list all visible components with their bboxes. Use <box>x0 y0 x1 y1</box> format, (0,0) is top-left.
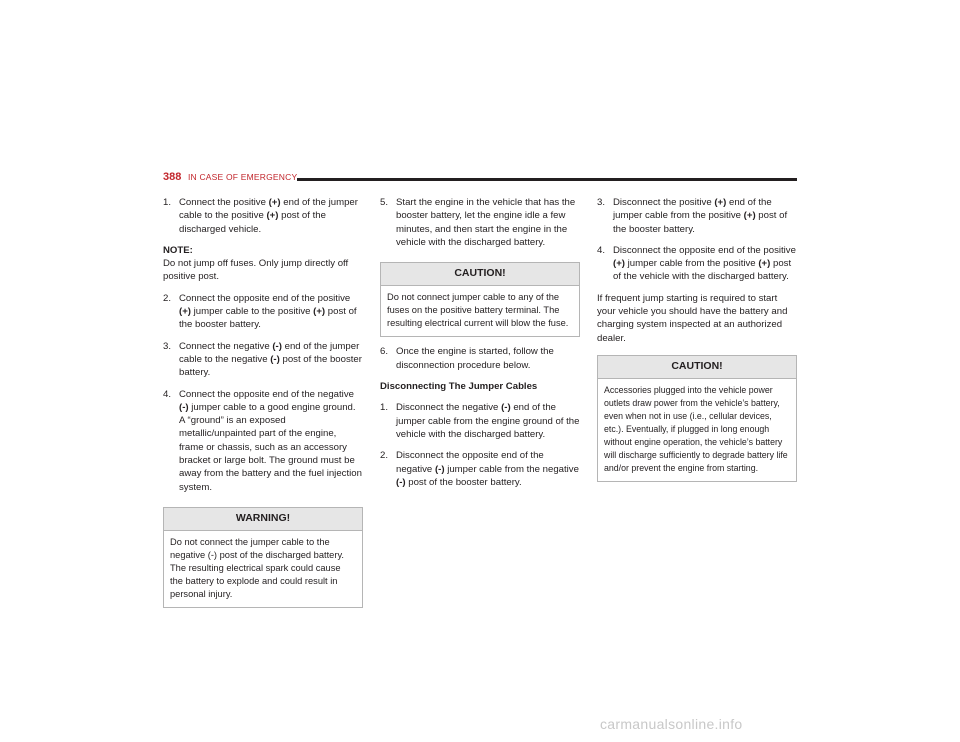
polarity-symbol: (+) <box>714 197 727 208</box>
polarity-symbol: (-) <box>501 402 511 414</box>
step-text: Connect the opposite end of the positive <box>179 292 351 304</box>
caution-text: Accessories plugged into the vehicle power outlets draw power from the vehicle’s battery, even when not in use (i.e., cellular devices, etc.). Eventually, if plugged in long enough without engine operation, the vehicle’s battery will discharge sufficiently to degrade battery life and/or prevent the engine from starting. <box>604 385 788 474</box>
page-header <box>163 171 797 187</box>
warning-text: Do not connect the jumper cable to the negative (-) post of the discharged battery. The resulting electrical spark could cause the battery to explode and could result in personal injury. <box>170 537 344 600</box>
step-text: Start the engine in the vehicle that has the booster battery, let the engine idle a few minutes, and then start the engine in the vehicle with the discharged battery. <box>396 197 576 248</box>
step-text: end of the jumper cable from the positive <box>613 197 772 222</box>
column-right <box>597 196 797 490</box>
step-text: post of the booster battery. <box>405 476 522 488</box>
step-number: 4. <box>597 244 606 256</box>
step-2 <box>163 292 363 332</box>
warning-box <box>163 507 363 608</box>
step-text: jumper cable to the positive <box>191 306 314 318</box>
step-text: end of the jumper cable to the negative <box>179 340 360 365</box>
step-text: jumper cable from the negative <box>444 463 579 475</box>
polarity-symbol: (-) <box>396 476 406 488</box>
step-number: 6. <box>380 346 389 358</box>
paragraph-frequent-jump: If frequent jump starting is required to start your vehicle you should have the battery and charging system inspected at an authorized dealer. <box>597 292 788 344</box>
polarity-symbol: (-) <box>179 401 189 413</box>
disconnect-step-4 <box>597 244 797 284</box>
step-text: post of the discharged vehicle. <box>179 210 326 235</box>
caution-box <box>380 262 580 337</box>
note-label: NOTE: <box>163 244 193 256</box>
disconnect-step-2 <box>380 449 580 489</box>
step-5 <box>380 196 580 249</box>
step-text: post of the vehicle with the discharged battery. <box>613 258 792 283</box>
step-number: 3. <box>597 197 606 208</box>
watermark: carmanualsonline.info <box>600 716 743 732</box>
note-text: Do not jump off fuses. Only jump directly off positive post. <box>163 258 349 283</box>
step-text: end of the jumper cable from the engine ground of the vehicle with the discharged battery. <box>396 402 580 440</box>
step-text: jumper cable to a good engine ground. A “ground” is an exposed metallic/unpainted part of the engine, frame or chassis, such as an accessory bracket or large bolt. The ground must be away from the battery and the fuel injection system. <box>179 401 362 493</box>
step-text: Disconnect the opposite end of the positive <box>613 244 796 256</box>
subheading: Disconnecting The Jumper Cables <box>380 381 538 393</box>
step-number: 5. <box>380 197 389 208</box>
step-6 <box>380 345 580 372</box>
caution-title: CAUTION! <box>381 263 579 286</box>
polarity-symbol: (+) <box>179 306 191 318</box>
polarity-symbol: (+) <box>268 197 281 208</box>
step-text: Disconnect the positive <box>613 197 715 208</box>
step-text: Disconnect the negative <box>396 402 502 414</box>
caution-text: Do not connect jumper cable to any of the fuses on the positive battery terminal. The resulting electrical current will blow the fuse. <box>387 292 569 329</box>
header-rule <box>297 178 797 181</box>
disconnect-step-1 <box>380 401 580 441</box>
polarity-symbol: (+) <box>313 306 326 318</box>
column-middle <box>380 196 580 497</box>
step-number: 2. <box>163 292 172 304</box>
step-4 <box>163 388 363 494</box>
step-text: Connect the opposite end of the negative <box>179 388 354 400</box>
polarity-symbol: (+) <box>613 258 625 270</box>
step-number: 4. <box>163 388 172 400</box>
step-text: Disconnect the opposite end of the negative <box>396 450 544 475</box>
polarity-symbol: (-) <box>272 340 282 352</box>
polarity-symbol: (+) <box>743 210 756 222</box>
caution-title: CAUTION! <box>598 356 796 379</box>
step-text: post of the booster battery. <box>613 210 788 235</box>
section-title: IN CASE OF EMERGENCY <box>188 172 298 182</box>
polarity-symbol: (+) <box>266 210 279 222</box>
polarity-symbol: (-) <box>270 353 280 365</box>
caution-box-accessories <box>597 355 797 482</box>
column-left <box>163 196 363 616</box>
polarity-symbol: (+) <box>758 258 771 270</box>
warning-title: WARNING! <box>164 508 362 531</box>
step-3 <box>163 340 363 380</box>
step-text: Once the engine is started, follow the disconnection procedure below. <box>396 346 554 371</box>
disconnect-step-3 <box>597 196 797 236</box>
step-number: 1. <box>163 197 172 208</box>
step-text: Connect the positive <box>179 197 269 208</box>
step-1 <box>163 196 363 236</box>
polarity-symbol: (-) <box>434 463 445 475</box>
page-number: 388 <box>163 171 182 183</box>
step-text: jumper cable from the positive <box>625 258 759 270</box>
step-number: 3. <box>163 340 172 352</box>
step-text: post of the booster battery. <box>179 353 362 379</box>
step-text: post of the booster battery. <box>179 306 357 331</box>
step-number: 1. <box>380 402 389 414</box>
step-number: 2. <box>380 450 389 462</box>
step-text: Connect the negative <box>179 340 273 352</box>
step-text: end of the jumper cable to the positive <box>179 197 358 222</box>
